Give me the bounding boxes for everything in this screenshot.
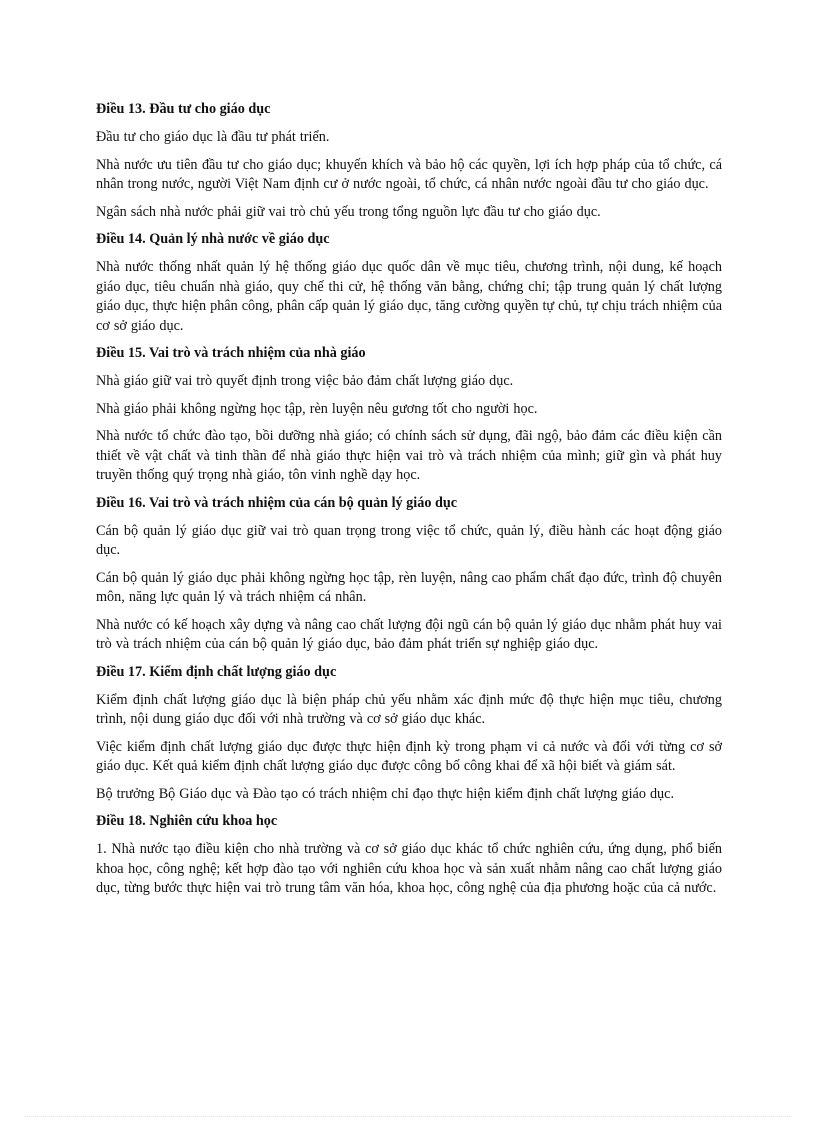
paragraph: Nhà giáo phải không ngừng học tập, rèn luyện nêu gương tốt cho người học. — [96, 400, 538, 417]
paragraph: Cán bộ quản lý giáo dục giữ vai trò quan trọng trong việc tổ chức, quản lý, điều hành các hoạt động giáo dục. — [96, 522, 722, 558]
paragraph: Cán bộ quản lý giáo dục phải không ngừng học tập, rèn luyện, nâng cao phẩm chất đạo đức, trình độ chuyên môn, năng lực quản lý và trách nhiệm cá nhân. — [96, 569, 722, 605]
paragraph: 1. Nhà nước tạo điều kiện cho nhà trường và cơ sở giáo dục khác tổ chức nghiên cứu, ứng dụng, phổ biến khoa học, công nghệ; kết hợp đào tạo với nghiên cứu khoa học và sản xuất nhằm nâng cao chất lượng giáo dục, từng bước thực hiện vai trò trung tâm văn hóa, khoa học, công nghệ của địa phương hoặc của cả nước. — [96, 841, 722, 896]
paragraph: Đầu tư cho giáo dục là đầu tư phát triển. — [96, 129, 330, 145]
page-bottom-divider — [24, 1116, 792, 1117]
article-18 — [96, 812, 722, 899]
document-page — [96, 100, 722, 907]
paragraph: Việc kiểm định chất lượng giáo dục được thực hiện định kỳ trong phạm vi cả nước và đối với từng cơ sở giáo dục. Kết quả kiểm định chất lượng giáo dục được công bố công khai để xã hội biết và giám sát. — [96, 738, 722, 774]
article-15 — [96, 344, 722, 486]
paragraph: Nhà giáo giữ vai trò quyết định trong việc bảo đảm chất lượng giáo dục. — [96, 373, 514, 389]
article-14 — [96, 230, 722, 336]
article-16 — [96, 494, 722, 655]
article-heading: Điều 16. Vai trò và trách nhiệm của cán bộ quản lý giáo dục — [96, 494, 458, 511]
paragraph: Bộ trưởng Bộ Giáo dục và Đào tạo có trách nhiệm chỉ đạo thực hiện kiểm định chất lượng giáo dục. — [96, 785, 674, 802]
paragraph: Nhà nước ưu tiên đầu tư cho giáo dục; khuyến khích và bảo hộ các quyền, lợi ích hợp pháp của tổ chức, cá nhân trong nước, người Việt Nam định cư ở nước ngoài, tổ chức, cá nhân nước ngoài đầu tư cho giáo dục. — [96, 156, 722, 192]
paragraph: Kiểm định chất lượng giáo dục là biện pháp chủ yếu nhằm xác định mức độ thực hiện mục tiêu, chương trình, nội dung giáo dục đối với nhà trường và cơ sở giáo dục khác. — [96, 691, 722, 727]
paragraph: Ngân sách nhà nước phải giữ vai trò chủ yếu trong tổng nguồn lực đầu tư cho giáo dục. — [96, 203, 601, 220]
article-heading: Điều 14. Quản lý nhà nước về giáo dục — [96, 231, 330, 247]
paragraph: Nhà nước thống nhất quản lý hệ thống giáo dục quốc dân về mục tiêu, chương trình, nội dung, kế hoạch giáo dục, tiêu chuẩn nhà giáo, quy chế thi cử, hệ thống văn bằng, chứng chỉ; tập trung quản lý chất lượng giáo dục, thực hiện phân công, phân cấp quản lý giáo dục, tăng cường quyền tự chủ, tự chịu trách nhiệm của cơ sở giáo dục. — [96, 259, 722, 334]
article-17 — [96, 663, 722, 805]
article-heading: Điều 18. Nghiên cứu khoa học — [96, 813, 278, 829]
paragraph: Nhà nước có kế hoạch xây dựng và nâng cao chất lượng đội ngũ cán bộ quản lý giáo dục nhằm phát huy vai trò và trách nhiệm của cán bộ quản lý giáo dục, bảo đảm phát triển sự nghiệp giáo dục. — [96, 616, 722, 652]
article-heading: Điều 13. Đầu tư cho giáo dục — [96, 101, 271, 117]
paragraph: Nhà nước tổ chức đào tạo, bồi dưỡng nhà giáo; có chính sách sử dụng, đãi ngộ, bảo đảm các điều kiện cần thiết về vật chất và tinh thần để nhà giáo thực hiện vai trò và trách nhiệm của mình; giữ gìn và phát huy truyền thống quý trọng nhà giáo, tôn vinh nghề dạy học. — [96, 428, 722, 483]
article-heading: Điều 15. Vai trò và trách nhiệm của nhà giáo — [96, 345, 366, 361]
article-13 — [96, 100, 722, 222]
article-heading: Điều 17. Kiểm định chất lượng giáo dục — [96, 663, 337, 680]
